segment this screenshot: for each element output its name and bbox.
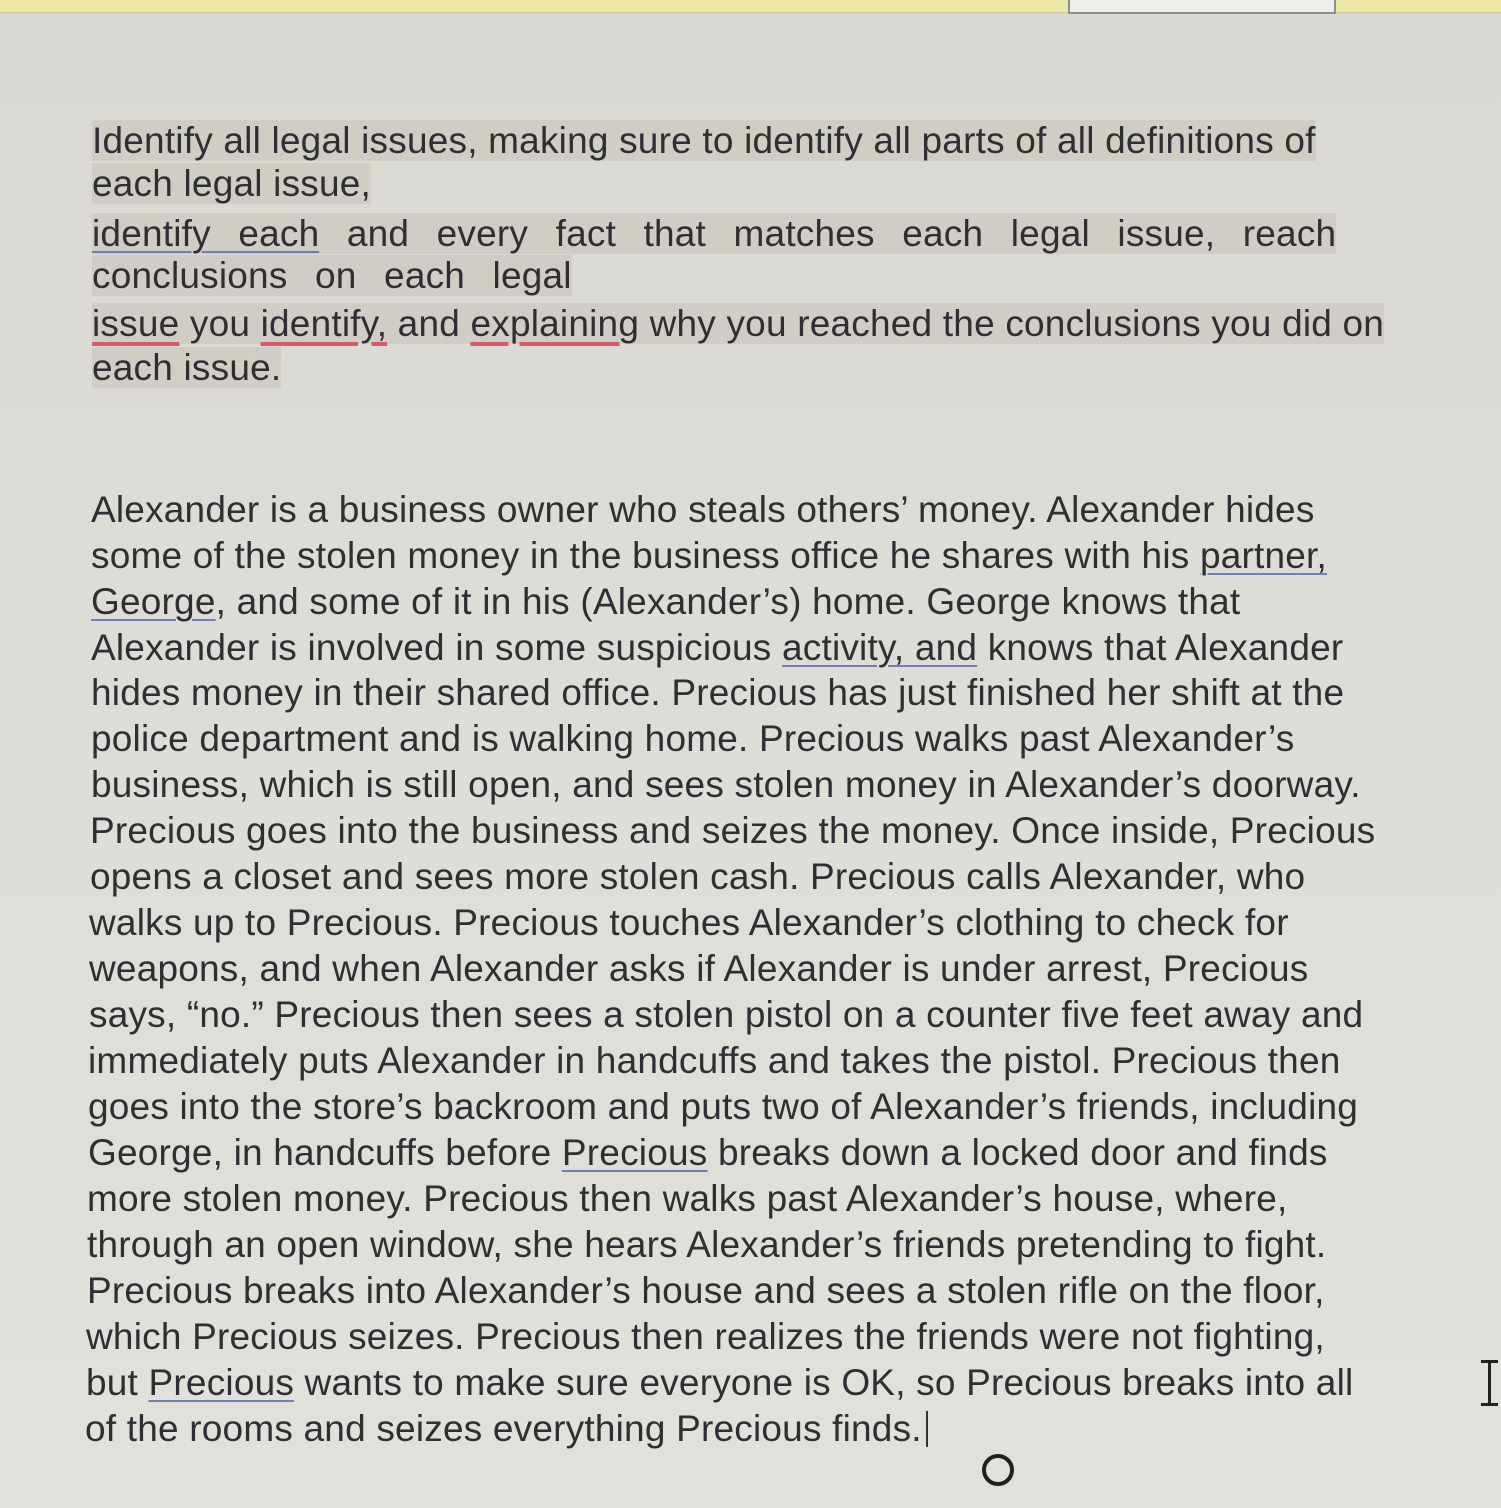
grammar-flagged-text[interactable]: Precious xyxy=(561,1132,708,1173)
story-line: walks up to Precious. Precious touches Alexander’s clothing to check for xyxy=(89,902,1289,943)
story-line: Precious goes into the business and seizes the money. Once inside, Precious xyxy=(90,810,1376,851)
story-line: immediately puts Alexander in handcuffs and takes the pistol. Precious then xyxy=(88,1040,1341,1081)
story-line: hides money in their shared office. Precious has just finished her shift at the xyxy=(91,672,1345,713)
spelling-flagged-text[interactable]: explaining xyxy=(470,303,640,344)
story-line: through an open window, she hears Alexander’s friends pretending to fight. xyxy=(87,1224,1327,1265)
spelling-flagged-text[interactable]: identify, xyxy=(260,303,388,344)
grammar-flagged-text[interactable]: identify each xyxy=(92,213,320,254)
story-line: George, and some of it in his (Alexander’s) home. George knows that xyxy=(91,581,1241,622)
story-line: but Precious wants to make sure everyone is OK, so Precious breaks into all xyxy=(86,1362,1354,1403)
grammar-flagged-text[interactable]: activity, and xyxy=(781,627,978,668)
story-line: weapons, and when Alexander asks if Alexander is under arrest, Precious xyxy=(89,948,1309,989)
story-line: George, in handcuffs before Precious breaks down a locked door and finds xyxy=(88,1132,1328,1173)
story-line: says, “no.” Precious then sees a stolen pistol on a counter five feet away and xyxy=(89,994,1364,1035)
story-line: Alexander is involved in some suspicious activity, and knows that Alexander xyxy=(91,627,1344,668)
story-line: goes into the store’s backroom and puts two of Alexander’s friends, including xyxy=(88,1086,1359,1127)
i-beam-cursor-icon xyxy=(1478,1360,1500,1406)
instructions-line-1: Identify all legal issues, making sure to identify all parts of all definitions of xyxy=(92,120,1316,161)
instructions-line-2: each legal issue, xyxy=(92,163,372,204)
story-line: more stolen money. Precious then walks past Alexander’s house, where, xyxy=(87,1178,1288,1219)
instructions-line-5: issue you identify, and explaining why you reached the conclusions you did on xyxy=(92,303,1385,344)
instructions-line-6: each issue. xyxy=(92,347,282,388)
story-line: which Precious seizes. Precious then realizes the friends were not fighting, xyxy=(86,1316,1325,1357)
story-line: of the rooms and seizes everything Precious finds. xyxy=(85,1406,928,1452)
circle-cursor-icon xyxy=(982,1454,1014,1486)
instructions-line-4: conclusions on each legal xyxy=(92,255,572,296)
grammar-flagged-text[interactable]: partner, xyxy=(1199,535,1328,576)
story-line: some of the stolen money in the business office he shares with his partner, xyxy=(91,535,1328,576)
story-line: police department and is walking home. Precious walks past Alexander’s xyxy=(91,718,1295,759)
text-caret xyxy=(926,1411,928,1447)
grammar-flagged-text[interactable]: Precious xyxy=(148,1362,295,1403)
spelling-flagged-text[interactable]: issue xyxy=(92,303,180,344)
story-line: business, which is still open, and sees stolen money in Alexander’s doorway. xyxy=(91,764,1361,805)
grammar-flagged-text[interactable]: George xyxy=(91,581,216,622)
story-line: Precious breaks into Alexander’s house and sees a stolen rifle on the floor, xyxy=(87,1270,1325,1311)
story-line: Alexander is a business owner who steals others’ money. Alexander hides xyxy=(91,489,1315,530)
story-line: opens a closet and sees more stolen cash. Precious calls Alexander, who xyxy=(90,856,1306,897)
instructions-line-3: identify each and every fact that matches each legal issue, reach xyxy=(92,213,1337,254)
